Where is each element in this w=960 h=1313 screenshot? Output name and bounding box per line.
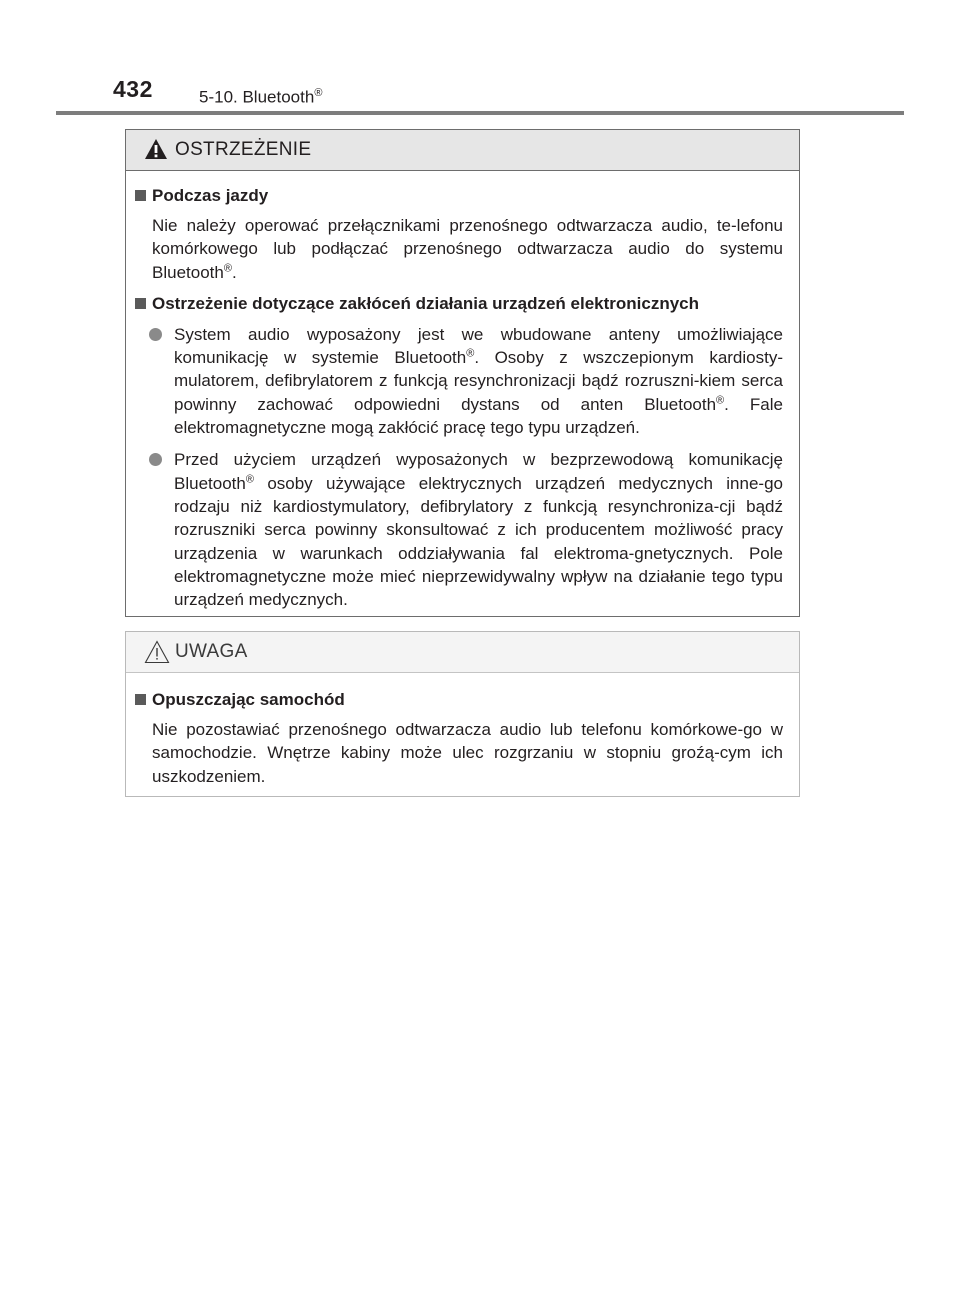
heading-text: Ostrzeżenie dotyczące zakłóceń działania urządzeń elektronicznych bbox=[152, 293, 700, 313]
header-rule bbox=[56, 111, 904, 115]
notice-paragraph: Nie pozostawiać przenośnego odtwarzacza audio lub telefonu komórkowe-go w samochodzie. Wnętrze kabiny może ulec rozgrzaniu w stopniu groźą-cym ich uszkodzeniem. bbox=[152, 720, 783, 786]
warning-section-heading bbox=[135, 291, 783, 317]
warning-box-header bbox=[126, 130, 799, 171]
section-title-text: 5-10. Bluetooth bbox=[199, 87, 315, 107]
bullet-item bbox=[174, 448, 783, 611]
page-header bbox=[0, 0, 960, 120]
warning-paragraph bbox=[152, 214, 783, 284]
paragraph-text-end: . bbox=[231, 262, 237, 282]
registered-mark: ® bbox=[314, 87, 323, 99]
heading-text: Opuszczając samochód bbox=[152, 690, 345, 709]
paragraph-text: Nie należy operować przełącznikami przenośnego odtwarzacza audio, te-lefonu komórkowego lub podłączać przenośnego odtwarzacza audio do systemu Bluetooth bbox=[152, 216, 783, 282]
registered-mark: ® bbox=[245, 473, 254, 486]
bullet-text: . Osoby z wszczepionym kardiosty-mulatorem, defibrylatorem z funkcją resynchronizacji bądź rozruszni-kiem serca powinny zachować odpowiedni dystans od anten Bluetooth bbox=[174, 348, 783, 414]
registered-mark: ® bbox=[223, 261, 232, 274]
square-bullet-icon bbox=[135, 694, 146, 705]
warning-title: OSTRZEŻENIE bbox=[175, 139, 312, 160]
square-bullet-icon bbox=[135, 298, 146, 309]
bullet-text: System audio wyposażony jest we wbudowane anteny umożliwiające komunikację w systemie Bluetooth bbox=[174, 324, 783, 368]
bullet-text: Przed użyciem urządzeń wyposażonych w bezprzewodową komunikację Bluetooth bbox=[174, 450, 783, 493]
caution-triangle-icon bbox=[144, 640, 170, 664]
warning-box-body bbox=[126, 171, 799, 611]
bullet-text: osoby używające elektrycznych urządzeń medycznych inne-go rodzaju niż kardiostymulatory, defibrylatory z funkcją resynchroniza-cji bądź rozruszniki serca powinny skonsultować z ich producentem możliwość pracy urządzenia w warunkach oddziaływania fal elektroma-gnetycznych. Pole elektromagnetyczne może mieć nieprzewidywalny wpływ na działanie tego typu urządzeń medycznych. bbox=[174, 473, 783, 610]
square-bullet-icon bbox=[135, 190, 146, 201]
page-number: 432 bbox=[113, 76, 153, 102]
notice-box bbox=[125, 631, 800, 797]
registered-mark: ® bbox=[716, 394, 725, 407]
notice-box-body bbox=[126, 673, 799, 788]
bullet-item bbox=[174, 323, 783, 439]
notice-section-heading bbox=[135, 687, 783, 713]
circle-bullet-icon bbox=[149, 328, 162, 341]
warning-box bbox=[125, 129, 800, 617]
section-title bbox=[199, 87, 322, 108]
notice-box-header bbox=[126, 632, 799, 673]
warning-triangle-icon bbox=[144, 138, 168, 160]
notice-title: UWAGA bbox=[175, 641, 248, 662]
registered-mark: ® bbox=[466, 347, 475, 360]
heading-text: Podczas jazdy bbox=[152, 186, 269, 205]
warning-section-heading bbox=[135, 183, 783, 209]
circle-bullet-icon bbox=[149, 453, 162, 466]
bullet-text: . Fale elektromagnetyczne mogą zakłócić pracę tego typu urządzeń. bbox=[174, 394, 783, 438]
